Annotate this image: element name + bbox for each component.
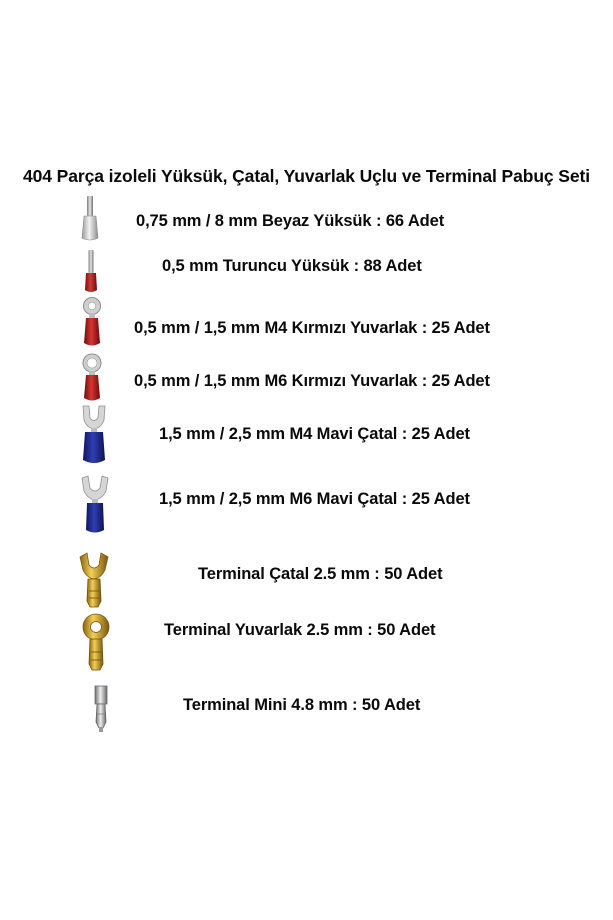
item-label: 1,5 mm / 2,5 mm M6 Mavi Çatal : 25 Adet [159,490,470,508]
red-ring-terminal-icon [79,296,105,350]
white-ferrule-icon [78,194,102,244]
blue-fork-terminal-icon [79,474,111,536]
brass-ring-terminal-icon [80,612,112,674]
orange-ferrule-icon [82,249,100,295]
item-label: 0,5 mm Turuncu Yüksük : 88 Adet [162,257,422,275]
mini-spade-terminal-icon [89,684,113,734]
item-label: Terminal Çatal 2.5 mm : 50 Adet [198,565,443,583]
page-title: 404 Parça izoleli Yüksük, Çatal, Yuvarlak Uçlu ve Terminal Pabuç Seti [23,166,590,186]
item-label: 0,5 mm / 1,5 mm M6 Kırmızı Yuvarlak : 25 Adet [134,372,490,390]
item-label: Terminal Mini 4.8 mm : 50 Adet [183,696,421,714]
item-label: 0,75 mm / 8 mm Beyaz Yüksük : 66 Adet [136,212,445,230]
item-label: 1,5 mm / 2,5 mm M4 Mavi Çatal : 25 Adet [159,425,470,443]
red-ring-terminal-icon [79,352,105,404]
brass-fork-terminal-icon [77,551,111,609]
item-label: Terminal Yuvarlak 2.5 mm : 50 Adet [164,621,436,639]
item-label: 0,5 mm / 1,5 mm M4 Kırmızı Yuvarlak : 25 Adet [134,319,490,337]
blue-fork-terminal-icon [79,404,109,466]
